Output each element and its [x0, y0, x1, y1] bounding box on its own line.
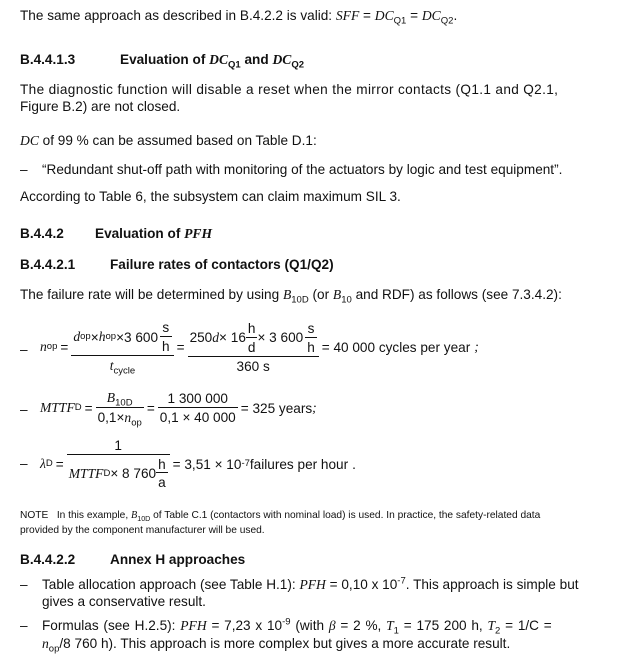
bullet-dash: –: [20, 162, 28, 177]
note: NOTE In this example, $B_{10D}$ of Table C.1 (contactors with nominal load) is used. In practice, the safety-related data: [20, 510, 541, 524]
heading-b4413: [20, 52, 305, 71]
list-dash: –: [20, 577, 28, 592]
heading-b4422: [20, 552, 246, 567]
list-item-line: gives a conservative result.: [42, 594, 206, 609]
q1-sub: Q1: [393, 15, 407, 27]
intro-text: The same approach as described in B.4.2.2 is valid:: [20, 8, 336, 23]
section-title: Annex H approaches: [110, 552, 246, 567]
section-number: B.4.4.2.1: [20, 257, 76, 272]
fraction: 1 MTTF D × 8 760 $\frac{h}{a}$: [67, 438, 170, 490]
dc-statement: DC of 99 % can be assumed based on Table D.1:: [20, 133, 317, 148]
section-title: Evaluation of PFH: [95, 226, 213, 241]
heading-b4421: [20, 257, 334, 272]
conclusion-text: According to Table 6, the subsystem can claim maximum SIL 3.: [20, 189, 401, 204]
dc-symbol: DC: [374, 8, 394, 23]
fraction: 250 d × 16 $\frac{h}{d}$ × 3 600 $\frac{s}{h}$ 360 s: [188, 321, 319, 374]
heading-b442: [20, 226, 213, 241]
failure-rate-text: The failure rate will be determined by using $B_{10D}$ (or $B_{10}$ and RDF) as follows (see 7.3.4.2):: [20, 287, 562, 306]
formula-dash: –: [20, 456, 28, 471]
fraction: d op × h op ×3 600 $\frac{s}{h}$ $t_{cycle}$: [71, 320, 173, 374]
paragraph-line: The diagnostic function will disable a reset when the mirror contacts (Q1.1 and Q2.1,: [20, 82, 559, 97]
intro-line: [20, 8, 458, 27]
sff-symbol: SFF: [335, 8, 360, 23]
formula-mttf: MTTF D = $\frac{B_{10D}}{0,1\times n_{op}}$ = $\frac{1 300 000}{0,1 \times 40 000}$ = 325 years ;: [40, 390, 317, 429]
section-title: Evaluation of $DC_{Q1}$ and $DC_{Q2}$: [120, 52, 305, 71]
intro-eq: =: [359, 8, 375, 23]
note-label: NOTE: [20, 510, 49, 521]
dc-symbol: DC: [421, 8, 441, 23]
formula-dash: –: [20, 402, 28, 417]
formula-dash: –: [20, 342, 28, 357]
section-number: B.4.4.2: [20, 226, 64, 241]
section-number: B.4.4.1.3: [20, 52, 76, 67]
list-dash: –: [20, 618, 28, 633]
formula-nop: n op = d op × h op ×3 600 $\frac{s}{h}$ $t_{cycle}$ = 250 d × 16 $\frac{h}{d}$ × 3 600 $\frac{s}{h}$ 360 s = 40 000 cycles per year ;: [40, 320, 479, 377]
list-item: Table allocation approach (see Table H.1): PFH = 0,10 x $10^{-7}$. This approach is simple but: [42, 575, 579, 592]
intro-eq: =: [406, 8, 422, 23]
note-line: provided by the component manufacturer will be used.: [20, 525, 265, 536]
fraction: $\frac{1 300 000}{0,1 \times 40 000}$: [159, 391, 236, 425]
paragraph-line: Figure B.2) are not closed.: [20, 99, 181, 114]
fraction: $\frac{B_{10D}}{0,1\times n_{op}}$: [97, 390, 142, 429]
list-item-line: $n_{op}/8$ 760 h). This approach is more complex but gives a more accurate result.: [42, 636, 511, 655]
bullet-text: “Redundant shut-off path with monitoring of the actuators by logic and test equipment”.: [42, 162, 563, 177]
period: .: [453, 8, 458, 23]
formula-lambda: λ D = 1 MTTF D × 8 760 $\frac{h}{a}$ = 3,51 × 10 -7 failures per hour .: [40, 438, 356, 490]
section-number: B.4.4.2.2: [20, 552, 76, 567]
section-title: Failure rates of contactors (Q1/Q2): [110, 257, 334, 272]
list-item: Formulas (see H.2.5): PFH = 7,23 x $10^{-9}$ (with β = 2 %, $T_1 = 175$ 200 h, $T_2 = 1/C$ =: [42, 616, 552, 637]
q2-sub: Q2: [440, 15, 454, 27]
